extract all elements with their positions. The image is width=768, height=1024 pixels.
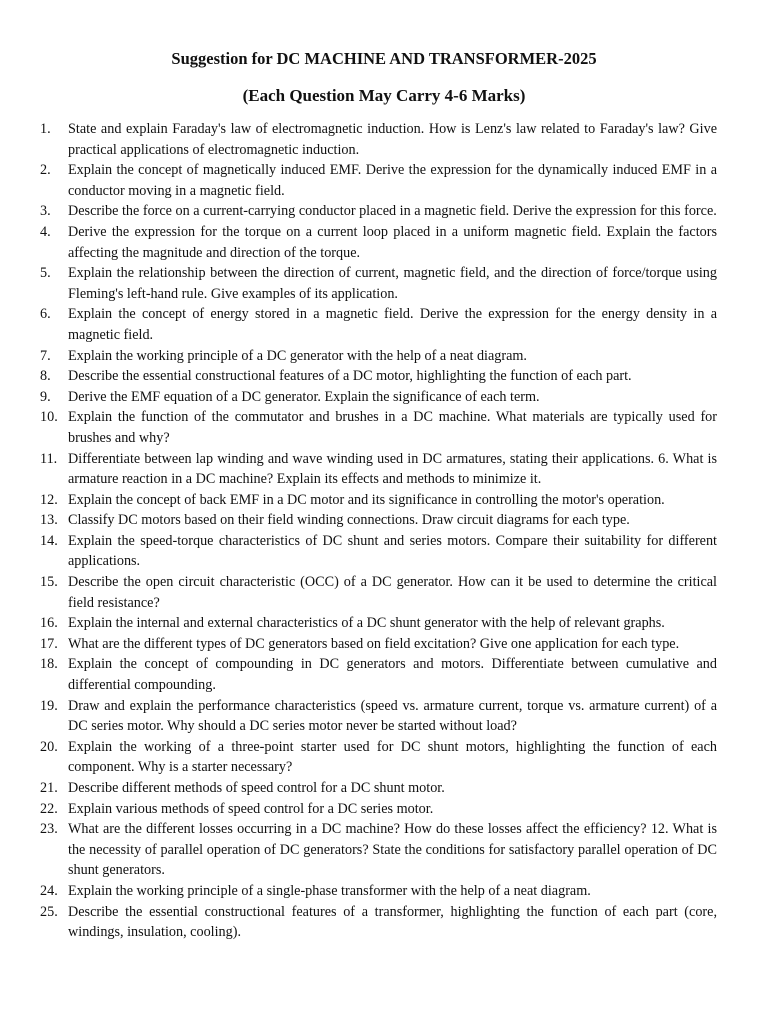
question-text: Explain the concept of magnetically induced EMF. Derive the expression for the dynamically induced EMF in a conductor moving in a magnetic field. xyxy=(68,162,717,199)
question-text: Derive the expression for the torque on a current loop placed in a uniform magnetic field. Explain the factors affecting the magnitude and direction of the torque. xyxy=(68,223,717,261)
question-number: 17. xyxy=(40,635,58,652)
question-text: Explain the speed-torque characteristics of DC shunt and series motors. Compare their suitability for different applications. xyxy=(68,532,717,570)
question-item xyxy=(40,696,717,737)
question-number: 5. xyxy=(40,265,51,282)
question-number: 7. xyxy=(40,347,51,364)
question-text: Explain the relationship between the direction of current, magnetic field, and the direction of force/torque using Fleming's left-hand rule. Give examples of its application. xyxy=(68,265,717,302)
question-text: Classify DC motors based on their field winding connections. Draw circuit diagrams for each type. xyxy=(68,512,630,529)
question-number: 18. xyxy=(40,656,58,673)
question-text: Explain the concept of back EMF in a DC motor and its significance in controlling the motor's operation. xyxy=(68,491,665,508)
question-text: Describe different methods of speed control for a DC shunt motor. xyxy=(68,780,445,796)
question-item xyxy=(40,304,717,345)
question-number: 13. xyxy=(40,512,58,529)
question-number: 19. xyxy=(40,697,58,714)
question-number: 20. xyxy=(40,738,58,755)
question-number: 15. xyxy=(40,574,58,591)
question-item xyxy=(40,201,717,222)
question-item xyxy=(40,222,717,263)
question-item xyxy=(40,902,717,943)
question-item xyxy=(40,799,717,820)
question-item xyxy=(40,407,717,448)
question-number: 4. xyxy=(40,223,51,240)
question-item xyxy=(40,778,717,799)
question-number: 8. xyxy=(40,368,51,385)
question-text: Describe the open circuit characteristic (OCC) of a DC generator. How can it be used to determine the critical field resistance? xyxy=(68,574,717,611)
question-number: 22. xyxy=(40,800,58,817)
question-item xyxy=(40,572,717,613)
question-text: Derive the EMF equation of a DC generator. Explain the significance of each term. xyxy=(68,388,540,405)
question-item xyxy=(40,819,717,881)
question-item xyxy=(40,490,717,511)
question-text: Explain the concept of compounding in DC generators and motors. Differentiate between cumulative and differential compounding. xyxy=(68,656,717,694)
question-text: Explain the internal and external characteristics of a DC shunt generator with the help of relevant graphs. xyxy=(68,615,665,632)
question-item xyxy=(40,634,717,655)
question-item xyxy=(40,737,717,778)
question-number: 21. xyxy=(40,780,58,796)
question-list xyxy=(40,119,717,943)
question-item xyxy=(40,531,717,572)
question-text: Explain various methods of speed control for a DC series motor. xyxy=(68,800,434,817)
question-text: Explain the function of the commutator and brushes in a DC machine. What materials are typically used for brushes and why? xyxy=(68,409,717,446)
question-text: Differentiate between lap winding and wave winding used in DC armatures, stating their applications. 6. What is armature reaction in a DC machine? Explain its effects and methods to minimize it. xyxy=(68,450,717,488)
question-text: Explain the working principle of a single-phase transformer with the help of a neat diagram. xyxy=(68,882,591,899)
question-item xyxy=(40,654,717,695)
question-text: State and explain Faraday's law of electromagnetic induction. How is Lenz's law related to Faraday's law? Give practical applications of electromagnetic induction. xyxy=(68,121,717,158)
question-number: 24. xyxy=(40,882,58,899)
question-number: 2. xyxy=(40,162,51,179)
question-item xyxy=(40,387,717,408)
question-number: 11. xyxy=(40,450,58,467)
question-text: Explain the working of a three-point starter used for DC shunt motors, highlighting the function of each component. Why is a starter necessary? xyxy=(68,738,717,776)
question-text: Explain the concept of energy stored in a magnetic field. Derive the expression for the energy density in a magnetic field. xyxy=(68,306,717,343)
question-text: Explain the working principle of a DC generator with the help of a neat diagram. xyxy=(68,347,527,364)
question-text: Describe the essential constructional features of a transformer, highlighting the function of each part (core, windings, insulation, cooling). xyxy=(68,903,717,941)
question-number: 25. xyxy=(40,903,58,920)
question-item xyxy=(40,263,717,304)
question-item xyxy=(40,366,717,387)
question-number: 10. xyxy=(40,409,58,426)
question-number: 23. xyxy=(40,821,58,838)
question-item xyxy=(40,449,717,490)
question-text: Draw and explain the performance characteristics (speed vs. armature current, torque vs. armature current) of a DC series motor. Why should a DC series motor never be started without load? xyxy=(68,697,717,735)
question-number: 16. xyxy=(40,615,58,632)
question-item xyxy=(40,346,717,367)
question-number: 12. xyxy=(40,491,58,508)
question-item xyxy=(40,613,717,634)
question-item xyxy=(40,881,717,902)
question-number: 1. xyxy=(40,121,51,137)
question-number: 6. xyxy=(40,306,51,323)
question-number: 9. xyxy=(40,388,51,405)
question-text: Describe the essential constructional features of a DC motor, highlighting the function of each part. xyxy=(68,368,632,385)
question-number: 3. xyxy=(40,203,51,220)
question-number: 14. xyxy=(40,532,58,549)
question-text: What are the different losses occurring in a DC machine? How do these losses affect the efficiency? 12. What is the necessity of parallel operation of DC generators? State the conditions for satisfactory parallel operation of DC shunt generators. xyxy=(68,821,717,879)
question-item xyxy=(40,160,717,201)
question-text: What are the different types of DC generators based on field excitation? Give one application for each type. xyxy=(68,635,680,652)
document-subtitle: (Each Question May Carry 4-6 Marks) xyxy=(242,86,526,105)
question-item xyxy=(40,119,717,160)
question-text: Describe the force on a current-carrying conductor placed in a magnetic field. Derive the expression for this force. xyxy=(68,203,717,220)
question-item xyxy=(40,510,717,531)
document-title: Suggestion for DC MACHINE AND TRANSFORMER-2025 xyxy=(171,49,597,68)
